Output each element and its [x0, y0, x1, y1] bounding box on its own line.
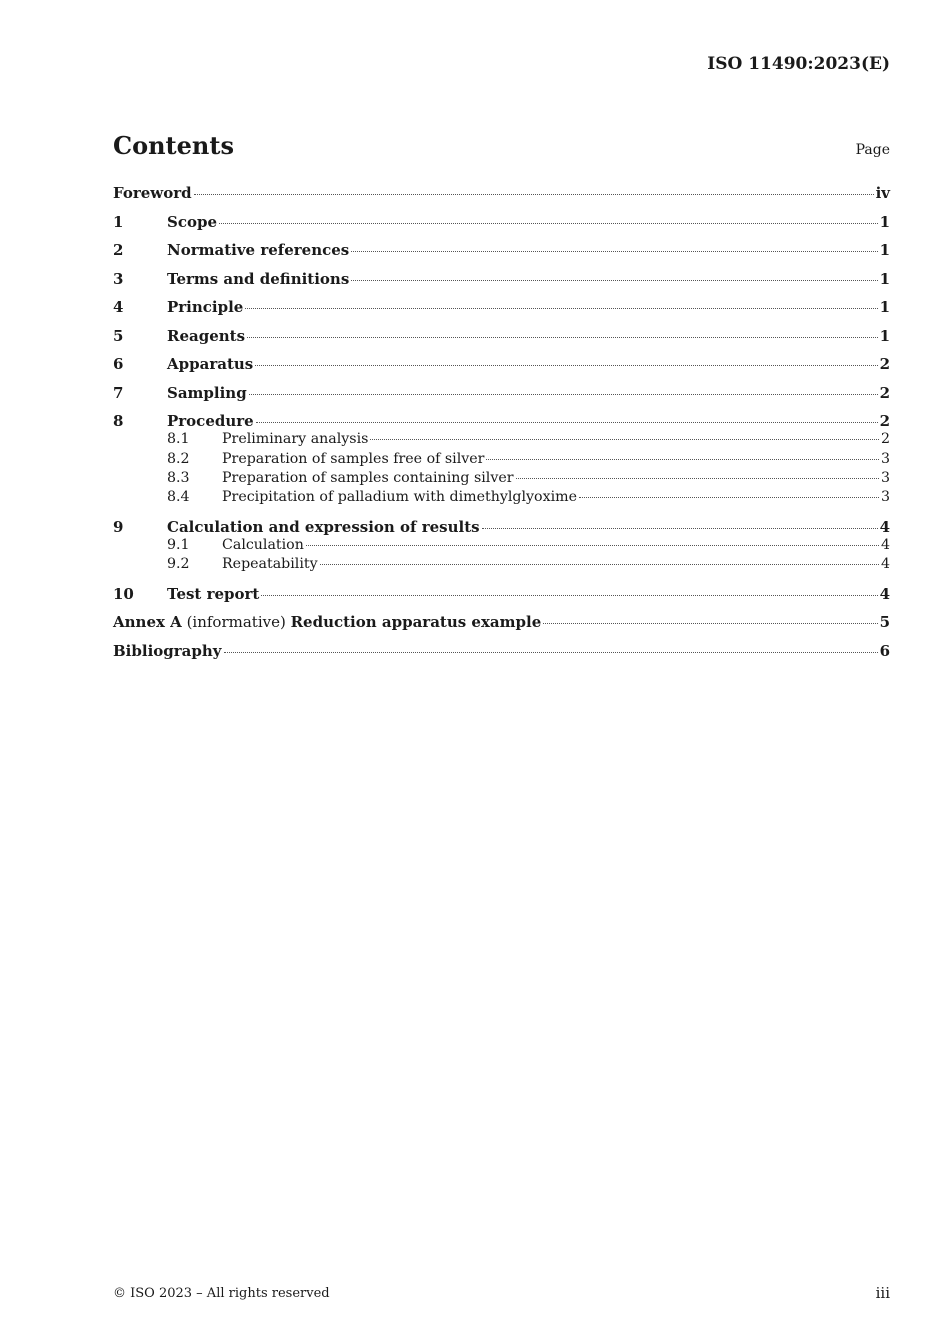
dot-leader	[224, 652, 878, 653]
toc-entry-page: 1	[879, 241, 890, 259]
toc-entry-number: 9.1	[167, 536, 190, 553]
toc-entry-number: 8.4	[167, 489, 190, 506]
toc-entry-title: Reagents	[167, 326, 246, 345]
toc-entry-page: 6	[879, 641, 890, 660]
toc-entry-page: 1	[879, 298, 890, 316]
toc-entry-calculation-and-expression[interactable]	[113, 518, 890, 537]
toc-entry-page: 4	[879, 517, 890, 536]
dot-leader	[255, 365, 877, 366]
toc-entry-page: 3	[880, 469, 890, 486]
toc-entry-page: 2	[879, 412, 890, 430]
toc-entry-page: 1	[879, 326, 890, 345]
toc-entry-number: 1	[113, 212, 124, 231]
toc-entry-test-report[interactable]	[113, 585, 890, 614]
toc-entry-principle[interactable]	[113, 298, 890, 327]
dot-leader	[482, 528, 878, 529]
toc-entry-precipitation-of-palladium[interactable]	[113, 489, 890, 518]
contents-heading: Contents	[113, 131, 234, 160]
toc-entry-page: 2	[879, 355, 890, 373]
dot-leader	[351, 280, 877, 281]
toc-entry-title: Precipitation of palladium with dimethylglyoxime	[222, 489, 577, 506]
dot-leader	[219, 223, 878, 224]
toc-entry-page: 1	[879, 269, 890, 288]
dot-leader	[543, 623, 877, 624]
toc-entry-page: 5	[879, 613, 890, 632]
toc-entry-procedure[interactable]	[113, 412, 890, 431]
dot-leader	[351, 251, 877, 252]
toc-entry-title: Procedure	[167, 412, 254, 430]
toc-entry-calculation[interactable]	[113, 537, 890, 556]
dot-leader	[370, 439, 879, 440]
toc-entry-number: 6	[113, 355, 124, 373]
dot-leader	[194, 194, 874, 195]
toc-entry-annex-a[interactable]	[113, 613, 890, 642]
toc-entry-page: 2	[880, 431, 890, 448]
toc-entry-title: Preliminary analysis	[222, 431, 369, 448]
toc-entry-number: 4	[113, 298, 124, 316]
toc-entry-title: Preparation of samples free of silver	[222, 450, 485, 467]
toc-entry-page: 3	[880, 450, 890, 467]
toc-entry-number: 10	[113, 584, 134, 603]
annex-label: Annex A	[113, 613, 182, 632]
toc-entry-number: 9.2	[167, 556, 190, 573]
page-column-label: Page	[855, 142, 890, 158]
dot-leader	[247, 337, 878, 338]
annex-title: Reduction apparatus example	[290, 613, 542, 632]
toc-entry-number: 7	[113, 383, 124, 402]
toc-entry-title: Sampling	[167, 383, 247, 402]
toc-entry-title: Foreword	[113, 184, 192, 202]
toc-entry-number: 8.1	[167, 431, 190, 448]
toc-entry-page: iv	[875, 184, 890, 202]
toc-entry-title: Scope	[167, 212, 218, 231]
annex-qualifier: (informative)	[181, 613, 291, 632]
dot-leader	[306, 545, 879, 546]
dot-leader	[579, 497, 879, 498]
toc-entry-number: 5	[113, 326, 124, 345]
toc-entry-page: 1	[879, 212, 890, 231]
toc-entry-preliminary-analysis[interactable]	[113, 431, 890, 450]
toc-entry-number: 2	[113, 241, 124, 259]
toc-entry-title: Calculation and expression of results	[167, 517, 480, 536]
toc-entry-normative-references[interactable]	[113, 241, 890, 270]
dot-leader	[486, 459, 879, 460]
toc-entry-page: 4	[880, 556, 890, 573]
toc-entry-foreword[interactable]	[113, 184, 890, 213]
toc-entry-samples-free-of-silver[interactable]	[113, 451, 890, 470]
toc-entry-page: 2	[879, 383, 890, 402]
toc-entry-repeatability[interactable]	[113, 556, 890, 585]
table-of-contents	[113, 184, 890, 670]
toc-entry-page: 4	[879, 584, 890, 603]
toc-entry-title: Calculation	[222, 536, 304, 553]
dot-leader	[256, 422, 878, 423]
document-id: ISO 11490:2023(E)	[707, 54, 890, 74]
toc-entry-title: Bibliography	[113, 641, 222, 660]
toc-entry-bibliography[interactable]	[113, 642, 890, 671]
toc-entry-title: Principle	[167, 298, 244, 316]
toc-entry-title: Preparation of samples containing silver	[222, 469, 514, 486]
toc-entry-title: Normative references	[167, 241, 350, 259]
toc-entry-sampling[interactable]	[113, 384, 890, 413]
toc-entry-title: Test report	[167, 584, 260, 603]
toc-entry-number: 8.3	[167, 469, 190, 486]
toc-entry-title: Apparatus	[167, 355, 254, 373]
dot-leader	[249, 394, 878, 395]
toc-entry-samples-containing-silver[interactable]	[113, 470, 890, 489]
toc-entry-apparatus[interactable]	[113, 355, 890, 384]
toc-entry-title	[113, 613, 541, 631]
toc-entry-page: 3	[880, 489, 890, 506]
toc-entry-scope[interactable]	[113, 213, 890, 242]
toc-entry-number: 8	[113, 412, 124, 430]
dot-leader	[261, 595, 877, 596]
toc-entry-page: 4	[880, 536, 890, 553]
footer-page-number: iii	[875, 1284, 890, 1302]
toc-entry-number: 9	[113, 517, 124, 536]
footer-copyright: © ISO 2023 – All rights reserved	[113, 1286, 330, 1301]
dot-leader	[320, 564, 879, 565]
dot-leader	[516, 478, 879, 479]
toc-entry-title: Terms and definitions	[167, 269, 350, 288]
toc-entry-number: 3	[113, 269, 124, 288]
dot-leader	[245, 308, 877, 309]
toc-entry-number: 8.2	[167, 450, 190, 467]
toc-entry-title: Repeatability	[222, 556, 318, 573]
toc-entry-reagents[interactable]	[113, 327, 890, 356]
toc-entry-terms-and-definitions[interactable]	[113, 270, 890, 299]
